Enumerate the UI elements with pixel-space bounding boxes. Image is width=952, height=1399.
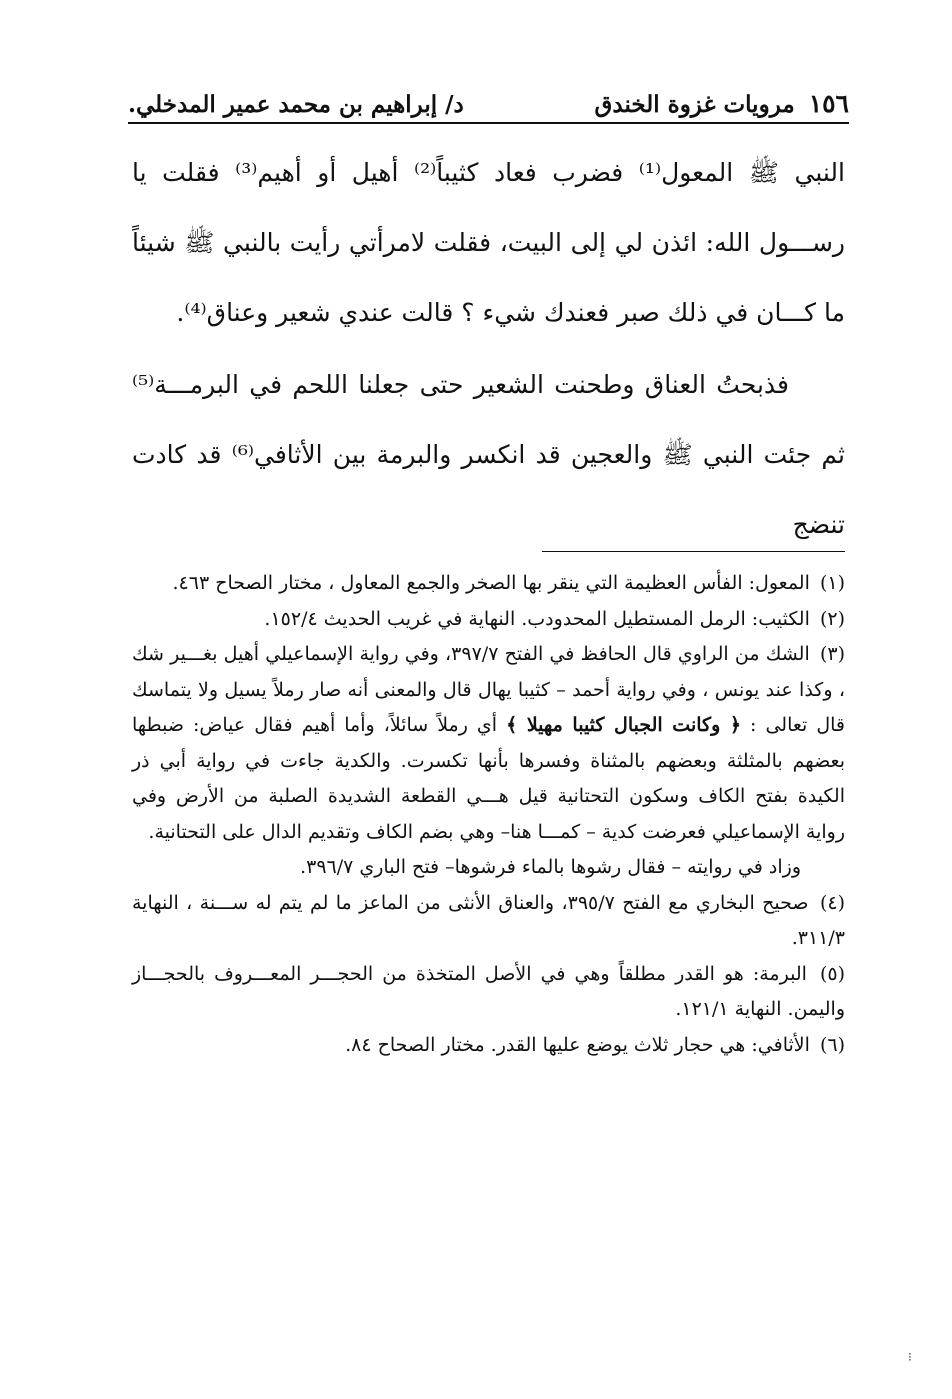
quran-verse: ﴿ وكانت الجبال كثيبا مهيلا ﴾ [506,714,741,736]
footnote-number: (٤) [819,891,845,914]
scan-speck: ⁝ [908,1350,912,1364]
paragraph-1: النبي ﷺ المعول⁽¹⁾ فضرب فعاد كثيباً⁽²⁾ أهيل أو أهيم⁽³⁾ فقلت يا رســـول الله: ائذن لي إلى البيت، فقلت لامرأتي رأيت بالنبي ﷺ شيئاً ما كـــان في ذلك صبر فعندك شيء ؟ قالت عندي شعير وعناق⁽⁴⁾. [132,158,845,327]
footnote-5 [132,957,845,1028]
author-name: د/ إبراهيم بن محمد عمير المدخلي. [128,91,464,118]
footnote-number: (٣) [819,643,846,665]
footnote-2 [132,602,845,638]
footnote-text-continued: أي رملاً سائلاً، وأما أهيم فقال عياض: ضبطها بعضهم بالمثلثة وبعضهم بالمثناة وفسرها بأنها تكسرت. والكدية جاءت في رواية أبي ذر الكيدة بفتح الكاف وسكون التحتانية قيل هـــي القطعة الشديدة الصلبة من الأرض وفي رواية الإسماعيلي فعرضت كدية – كمـــا هنا– وهي بضم الكاف وتقديم الدال على التحتانية. [132,714,845,843]
footnote-separator [542,551,845,552]
footnote-number: (٢) [819,607,845,630]
footnote-number: (٦) [819,1033,845,1056]
footnote-4 [132,886,845,957]
header-right [595,89,849,118]
footnote-text: صحيح البخاري مع الفتح ٣٩٥/٧، والعناق الأنثى من الماعز ما لم يتم له ســـنة ، النهاية ٣١١/٣. [132,891,845,949]
footnotes [132,566,845,1063]
page-header [128,84,849,124]
page-number: ١٥٦ [808,89,849,118]
footnote-3 [132,637,845,850]
footnote-text: البرمة: هو القدر مطلقاً وهي في الأصل المتخذة من الحجـــر المعـــروف بالحجـــاز واليمن. النهاية ١٢١/١. [132,962,845,1020]
footnote-1 [132,566,845,602]
paragraph-2: فذبحتُ العناق وطحنت الشعير حتى جعلنا اللحم في البرمـــة⁽⁵⁾ ثم جئت النبي ﷺ والعجين قد انكسر والبرمة بين الأثافي⁽⁶⁾ قد كادت تنضج [132,370,845,539]
footnote-text: وزاد في روايته – فقال رشوها بالماء فرشوها– فتح الباري ٣٩٦/٧. [300,856,801,878]
footnote-number: (٥) [819,962,845,985]
footnote-text: المعول: الفأس العظيمة التي ينقر بها الصخر والجمع المعاول ، مختار الصحاح ٤٦٣. [172,572,810,594]
footnote-text: الكثيب: الرمل المستطيل المحدودب. النهاية في غريب الحديث ١٥٢/٤. [264,607,810,630]
footnote-number: (١) [819,572,845,594]
footnote-3-addition [132,850,845,886]
book-title: مرويات غزوة الخندق [594,91,795,118]
footnote-text: الشك من الراوي قال الحافظ في الفتح ٣٩٧/٧، وفي رواية الإسماعيلي أهيل بغـــير شك ، وكذا عند يونس ، وفي رواية أحمد – كثيبا يهال قال والمعنى أنه صار رملاً يسيل ولا يتماسك قال تعالى : [132,643,846,736]
footnote-text: الأثافي: هي حجار ثلاث يوضع عليها القدر. مختار الصحاح ٨٤. [345,1033,810,1056]
main-text [132,138,845,560]
footnote-6 [132,1028,845,1064]
